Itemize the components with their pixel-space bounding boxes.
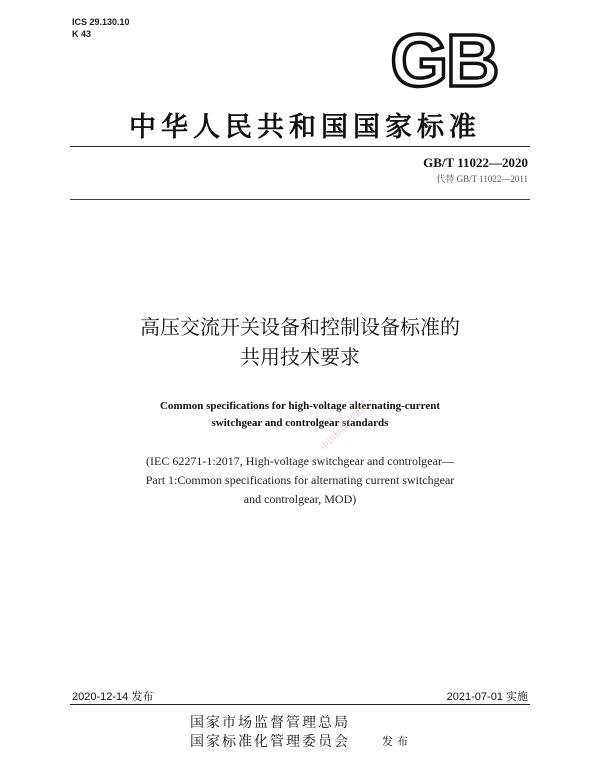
implementation-date: 2021-07-01 实施 [446,691,528,703]
publisher-watermark: 中国标准出版社 [319,401,371,453]
iec-reference-line-3: and controlgear, MOD) [243,492,357,506]
chinese-title [60,312,540,372]
publish-label: 发布 [382,735,412,748]
sub-divider [70,199,530,200]
issue-date: 2020-12-14 发布 [72,691,154,703]
ccs-code: K 43 [72,29,92,39]
replaces-standard: 代替 GB/T 11022—2011 [436,174,528,184]
issuer-samr: 国家市场监督管理总局 [190,715,350,731]
ics-code: ICS 29.130.10 [72,17,130,27]
chinese-title-line-1: 高压交流开关设备和控制设备标准的 [140,315,460,339]
english-title-line-1: Common specifications for high-voltage alternating-current [159,400,441,412]
classification-codes [72,16,130,40]
gb-logo-text: GB [390,24,498,94]
iec-reference-line-2: Part 1:Common specifications for alternating current switchgear [145,473,455,487]
english-title-line-2: switchgear and controlgear standards [211,417,389,429]
national-standard-title: 中华人民共和国国家标准 [129,112,481,143]
issuer-sac: 国家标准化管理委员会 [190,734,350,750]
issuing-authorities [190,714,350,752]
gb-logo [384,24,504,94]
chinese-title-line-2: 共用技术要求 [240,345,360,369]
bottom-divider [70,704,530,705]
standard-number: GB/T 11022—2020 [423,155,528,170]
top-divider [70,146,530,147]
iec-reference-line-1: (IEC 62271-1:2017, High-voltage switchgear and controlgear— [146,454,454,468]
